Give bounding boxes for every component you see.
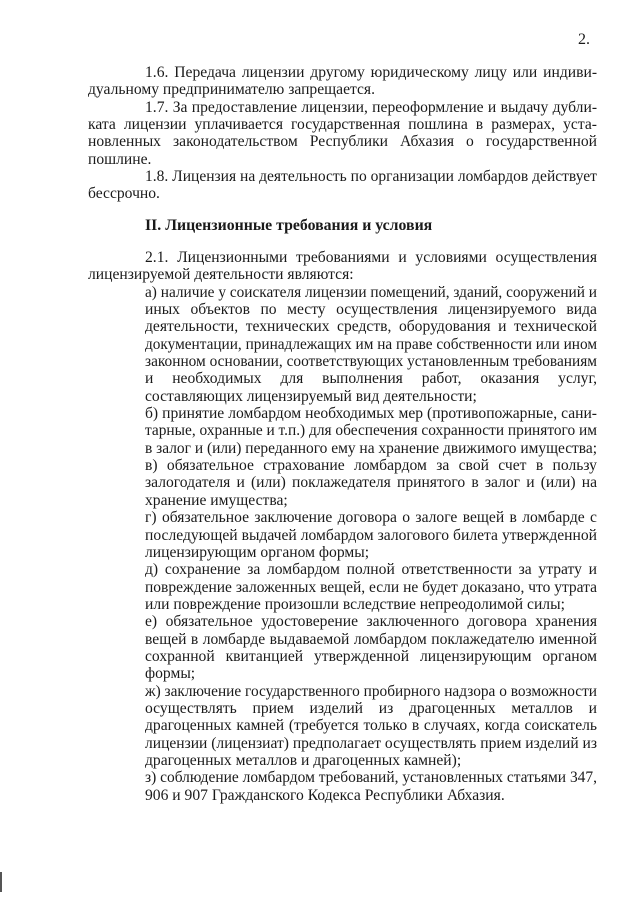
text-line-content: бессрочно. bbox=[88, 185, 160, 203]
text-line bbox=[88, 752, 597, 769]
page-number: 2. bbox=[578, 31, 590, 48]
text-line bbox=[88, 168, 597, 185]
text-line-content: ката лицензии уплачивается государственная пошлина в размерах, уста- bbox=[88, 116, 597, 134]
text-line-content: д) сохранение за ломбардом полной ответственности за утрату и bbox=[145, 561, 597, 579]
text-line bbox=[88, 613, 597, 630]
text-line-content: иных объектов по месту осуществления лицензируемого вида bbox=[145, 301, 597, 319]
text-line-content: а) наличие у соискателя лицензии помещений, зданий, сооружений и bbox=[145, 283, 598, 301]
text-line-content: последующей выдачей ломбардом залогового билета утвержденной bbox=[145, 526, 598, 544]
text-line-content: з) соблюдение ломбардом требований, установленных статьями 347, bbox=[145, 769, 597, 787]
text-line-content: сохранной квитанцией утвержденной лицензирующим органом bbox=[145, 647, 597, 665]
list-item bbox=[88, 457, 597, 509]
text-line-content: 1.6. Передача лицензии другому юридическому лицу или индиви- bbox=[145, 64, 598, 81]
text-line bbox=[88, 405, 597, 422]
text-line-content: 906 и 907 Гражданского Кодекса Республики Абхазия. bbox=[145, 786, 505, 804]
text-line bbox=[88, 422, 597, 439]
text-line-content: тарные, охранные и т.п.) для обеспечения сохранности принятого им bbox=[145, 422, 597, 440]
section-1-paragraphs bbox=[88, 64, 597, 203]
paragraph bbox=[88, 99, 597, 168]
text-line-content: драгоценных камней (требуется только в случаях, когда соискатель bbox=[145, 717, 598, 735]
text-line-content: составляющих лицензируемый вид деятельности; bbox=[145, 387, 477, 405]
text-line bbox=[88, 388, 597, 405]
text-line bbox=[88, 353, 597, 370]
text-line-content: и необходимых для выполнения работ, оказания услуг, bbox=[145, 370, 598, 388]
text-line bbox=[88, 440, 597, 457]
text-line-content: пошлине. bbox=[88, 150, 152, 168]
paragraph bbox=[88, 64, 597, 99]
text-line-content: 2.1. Лицензионными требованиями и условиями осуществления bbox=[145, 249, 598, 266]
text-line-content: лицензии (лицензиат) предполагает осуществлять прием изделий из bbox=[145, 734, 598, 752]
text-line-content: в) обязательное страхование ломбардом за свой счет в пользу bbox=[145, 457, 597, 475]
text-line-content: деятельности, технических средств, оборудования и технической bbox=[145, 318, 597, 336]
text-line bbox=[88, 561, 597, 578]
text-line-content: 1.7. За предоставление лицензии, переоформление и выдачу дубли- bbox=[145, 98, 598, 116]
text-line bbox=[88, 81, 597, 98]
text-line bbox=[88, 301, 597, 318]
paragraph bbox=[88, 168, 597, 203]
list-item bbox=[88, 284, 597, 405]
list-item bbox=[88, 683, 597, 770]
text-line bbox=[88, 474, 597, 491]
text-line bbox=[88, 370, 597, 387]
text-line bbox=[88, 492, 597, 509]
text-line bbox=[88, 527, 597, 544]
text-line bbox=[88, 596, 597, 613]
list-item bbox=[88, 613, 597, 682]
text-line bbox=[88, 735, 597, 752]
text-line-content: вещей в ломбарде выдаваемой ломбардом поклажедателю именной bbox=[145, 630, 597, 648]
text-line bbox=[88, 266, 597, 283]
text-line-content: или повреждение произошли вследствие непреодолимой силы; bbox=[145, 595, 565, 613]
list-item bbox=[88, 769, 597, 804]
list-item bbox=[88, 561, 597, 613]
text-line bbox=[88, 631, 597, 648]
text-line bbox=[88, 579, 597, 596]
text-line-content: драгоценных металлов и драгоценных камней); bbox=[145, 751, 462, 769]
list-item bbox=[88, 509, 597, 561]
list-item bbox=[88, 405, 597, 457]
text-line bbox=[88, 700, 597, 717]
text-line-content: 1.8. Лицензия на деятельность по организации ломбардов действует bbox=[145, 168, 597, 186]
text-line-content: залогодателя и (или) поклажедателя принятого в залог и (или) на bbox=[145, 474, 598, 492]
text-line bbox=[88, 648, 597, 665]
text-line-content: ж) заключение государственного пробирного надзора о возможности bbox=[145, 682, 598, 700]
text-line bbox=[88, 116, 597, 133]
text-line bbox=[88, 336, 597, 353]
text-line bbox=[88, 185, 597, 202]
text-line-content: повреждение заложенных вещей, если не будет доказано, что утрата bbox=[145, 578, 598, 596]
text-line bbox=[88, 151, 597, 168]
text-line-content: документации, принадлежащих им на праве собственности или ином bbox=[145, 335, 598, 353]
text-line bbox=[88, 64, 597, 81]
text-line bbox=[88, 683, 597, 700]
text-line-content: в залог и (или) переданного ему на хранение движимого имущества; bbox=[145, 439, 598, 457]
text-line bbox=[88, 318, 597, 335]
text-line bbox=[88, 787, 597, 804]
text-line-content: г) обязательное заключение договора о залоге вещей в ломбарде с bbox=[145, 509, 597, 527]
text-line bbox=[88, 457, 597, 474]
text-line-content: лицензирующим органом формы; bbox=[145, 543, 370, 561]
text-line bbox=[88, 717, 597, 734]
section-heading: II. Лицензионные требования и условия bbox=[145, 217, 433, 234]
text-line bbox=[88, 769, 597, 786]
intro-paragraph bbox=[88, 249, 597, 284]
text-line bbox=[88, 284, 597, 301]
text-line-content: е) обязательное удостоверение заключенного договора хранения bbox=[145, 613, 598, 631]
scan-edge-mark bbox=[0, 872, 2, 892]
text-line bbox=[88, 665, 597, 682]
text-line-content: законном основании, соответствующих установленным требованиям bbox=[145, 353, 597, 371]
text-line-content: б) принятие ломбардом необходимых мер (противопожарные, сани- bbox=[145, 405, 598, 423]
text-line bbox=[88, 249, 597, 266]
text-line bbox=[88, 509, 597, 526]
text-line-content: хранение имущества; bbox=[145, 491, 288, 509]
text-line-content: осуществлять прием изделий из драгоценных металлов и bbox=[145, 699, 597, 717]
text-line-content: новленных законодательством Республики Абхазия о государственной bbox=[88, 133, 598, 151]
text-line-content: формы; bbox=[145, 665, 196, 683]
text-line bbox=[88, 133, 597, 150]
text-line bbox=[88, 99, 597, 116]
section-2-paragraphs bbox=[88, 249, 597, 804]
text-line-content: дуальному предпринимателю запрещается. bbox=[88, 81, 375, 99]
text-line bbox=[88, 544, 597, 561]
text-line-content: лицензируемой деятельности являются: bbox=[88, 266, 354, 284]
